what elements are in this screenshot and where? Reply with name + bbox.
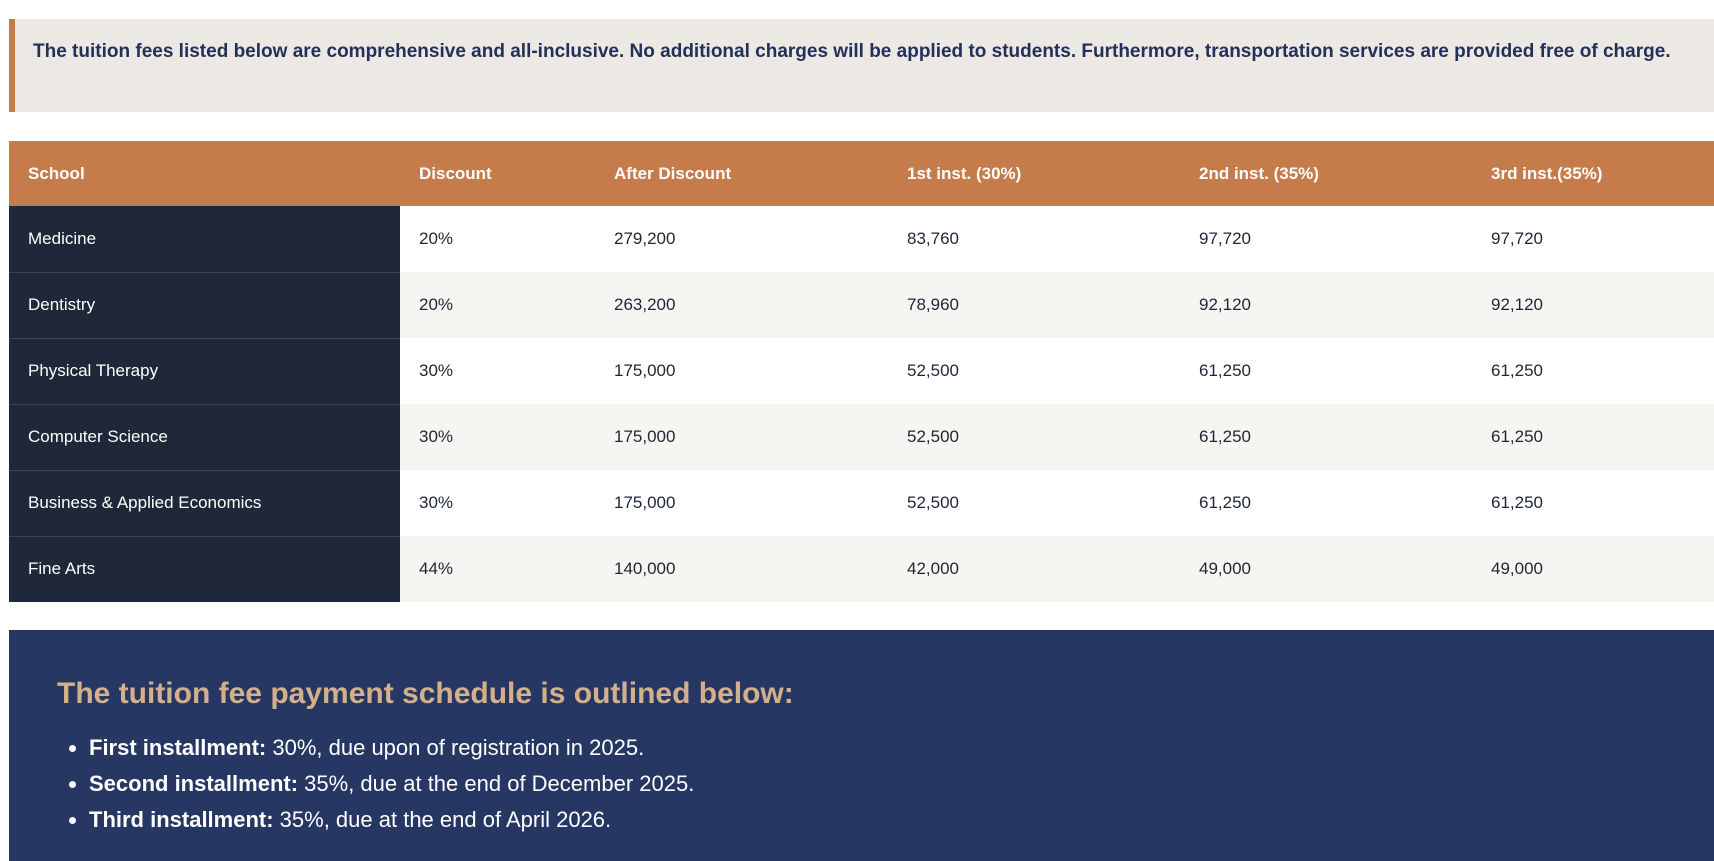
table-row — [9, 404, 1714, 470]
installment-text: 30%, due upon of registration in 2025. — [266, 735, 645, 760]
third-installment-cell: 92,120 — [1472, 272, 1714, 338]
first-installment-cell: 52,500 — [888, 338, 1180, 404]
school-name: Dentistry — [9, 272, 400, 338]
first-installment-cell: 42,000 — [888, 536, 1180, 602]
header-school: School — [9, 141, 400, 206]
discount-cell: 30% — [400, 404, 595, 470]
fees-notice — [9, 19, 1714, 112]
installment-label: Second installment: — [89, 771, 299, 796]
school-name: Business & Applied Economics — [9, 470, 400, 536]
table-row — [9, 470, 1714, 536]
notice-text: The tuition fees listed below are comprehensive and all-inclusive. No additional charges will be applied to students. Furthermore, transportation services are provided free of charge. — [33, 41, 1671, 62]
schedule-list — [57, 730, 1714, 838]
third-installment-cell: 61,250 — [1472, 338, 1714, 404]
after-discount-cell: 175,000 — [595, 404, 888, 470]
school-name: Medicine — [9, 206, 400, 272]
first-installment-cell: 52,500 — [888, 404, 1180, 470]
header-third-installment: 3rd inst.(35%) — [1472, 141, 1714, 206]
after-discount-cell: 175,000 — [595, 470, 888, 536]
installment-text: 35%, due at the end of December 2025. — [298, 771, 695, 796]
list-item — [89, 766, 1714, 802]
installment-label: Third installment: — [89, 807, 274, 832]
second-installment-cell: 61,250 — [1180, 338, 1472, 404]
installment-label: First installment: — [89, 735, 267, 760]
header-after-discount: After Discount — [595, 141, 888, 206]
installment-text: 35%, due at the end of April 2026. — [273, 807, 612, 832]
third-installment-cell: 49,000 — [1472, 536, 1714, 602]
table-header-row — [9, 141, 1714, 206]
second-installment-cell: 92,120 — [1180, 272, 1472, 338]
header-second-installment: 2nd inst. (35%) — [1180, 141, 1472, 206]
second-installment-cell: 49,000 — [1180, 536, 1472, 602]
third-installment-cell: 97,720 — [1472, 206, 1714, 272]
school-name: Fine Arts — [9, 536, 400, 602]
first-installment-cell: 83,760 — [888, 206, 1180, 272]
tuition-fees-table — [9, 141, 1714, 602]
school-name: Computer Science — [9, 404, 400, 470]
table-row — [9, 206, 1714, 272]
first-installment-cell: 52,500 — [888, 470, 1180, 536]
table-row — [9, 536, 1714, 602]
after-discount-cell: 279,200 — [595, 206, 888, 272]
second-installment-cell: 61,250 — [1180, 470, 1472, 536]
header-discount: Discount — [400, 141, 595, 206]
after-discount-cell: 175,000 — [595, 338, 888, 404]
second-installment-cell: 97,720 — [1180, 206, 1472, 272]
list-item — [89, 802, 1714, 838]
table-row — [9, 338, 1714, 404]
discount-cell: 30% — [400, 338, 595, 404]
after-discount-cell: 263,200 — [595, 272, 888, 338]
discount-cell: 20% — [400, 206, 595, 272]
third-installment-cell: 61,250 — [1472, 404, 1714, 470]
header-first-installment: 1st inst. (30%) — [888, 141, 1180, 206]
discount-cell: 44% — [400, 536, 595, 602]
third-installment-cell: 61,250 — [1472, 470, 1714, 536]
table-row — [9, 272, 1714, 338]
schedule-title: The tuition fee payment schedule is outlined below: — [57, 677, 794, 710]
payment-schedule-panel — [9, 630, 1714, 861]
discount-cell: 20% — [400, 272, 595, 338]
list-item — [89, 730, 1714, 766]
discount-cell: 30% — [400, 470, 595, 536]
school-name: Physical Therapy — [9, 338, 400, 404]
first-installment-cell: 78,960 — [888, 272, 1180, 338]
after-discount-cell: 140,000 — [595, 536, 888, 602]
second-installment-cell: 61,250 — [1180, 404, 1472, 470]
